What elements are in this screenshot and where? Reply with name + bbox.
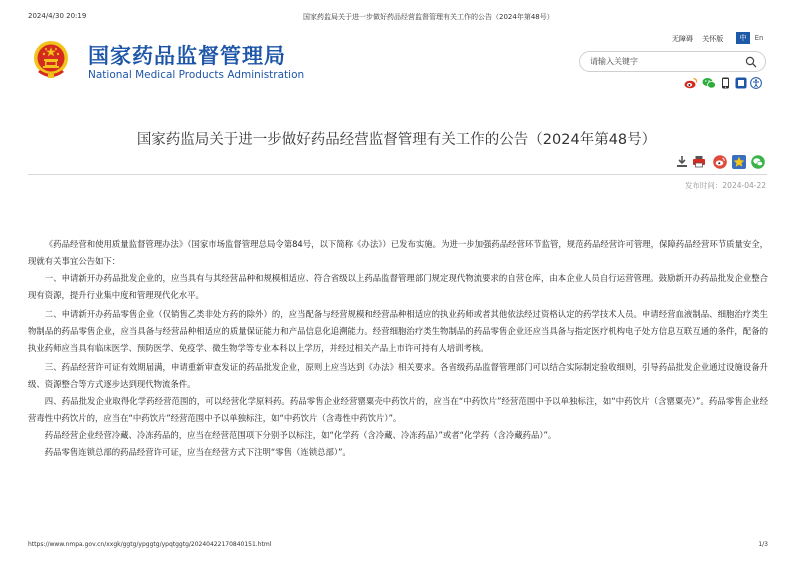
print-icon[interactable]	[692, 155, 706, 168]
lang-english-button[interactable]: En	[754, 34, 764, 42]
national-emblem-icon[interactable]	[32, 38, 70, 82]
print-datetime: 2024/4/30 20:19	[28, 12, 87, 20]
publish-date-value: 2024-04-22	[722, 181, 766, 190]
site-name-cn[interactable]: 国家药品监督管理局	[88, 44, 286, 68]
paragraph-1: 一、申请新开办药品批发企业的，应当具有与其经营品种和规模相适应、符合省级以上药品监督管理部门规定现代物流要求的自营仓库，由本企业人员自行运营管理。鼓励新开办药品批发企业整合现有资源，提升行业集中度和管理现代化水平。	[28, 273, 768, 300]
paragraph-intro: 《药品经营和使用质量监督管理办法》（国家市场监督管理总局令第84号，以下简称《办法》）已发布实施。为进一步加强药品经营环节监管，规范药品经营许可管理，保障药品经营环节质量安全，现就有关事宜公告如下：	[28, 239, 768, 266]
paragraph-6: 药品零售连锁总部的药品经营许可证，应当在经营方式下注明“零售（连锁总部）”。	[44, 447, 351, 457]
favorite-star-icon[interactable]	[732, 155, 746, 169]
site-masthead	[0, 32, 793, 92]
search-icon[interactable]	[745, 56, 757, 68]
accessibility-person-icon[interactable]	[750, 77, 762, 89]
care-mode-link[interactable]: 关怀版	[702, 35, 724, 43]
print-doc-title: 国家药监局关于进一步做好药品经营监督管理有关工作的公告（2024年第48号）	[303, 13, 554, 21]
paragraph-2: 二、申请新开办药品零售企业（仅销售乙类非处方药的除外）的，应当配备与经营规模和经营品种相适应的执业药师或者其他依法经过资格认定的药学技术人员。申请经营血液制品、细胞治疗类生物制品的药品零售企业，应当具备与经营品种相适应的质量保证能力和产品信息化追溯能力。经营细胞治疗类生物制品的药品零售企业还应当具备与指定医疗机构电子处方信息互联互通的条件，配备的执业药师应当具有临床医学、预防医学、免疫学、微生物学等专业本科以上学历，并经过相关产品上市许可持有人培训考核。	[28, 309, 768, 353]
article-title: 国家药监局关于进一步做好药品经营监督管理有关工作的公告（2024年第48号）	[136, 132, 657, 148]
app-icon[interactable]	[735, 77, 747, 89]
title-divider	[28, 174, 767, 175]
paragraph-5: 药品经营企业经营冷藏、冷冻药品的，应当在经营范围项下分别予以标注，如“化学药（含冷藏、冷冻药品）”或者“化学药（含冷藏药品）”。	[44, 430, 557, 440]
download-icon[interactable]	[676, 155, 688, 168]
mobile-icon[interactable]	[721, 77, 730, 89]
print-url: https://www.nmpa.gov.cn/xxgk/ggtg/ypggtg/ypqtggtg/20240422170840151.html	[28, 541, 272, 548]
publish-date-label: 发布时间：	[684, 181, 723, 190]
article-body	[28, 236, 768, 461]
weibo-icon[interactable]	[684, 77, 698, 89]
search-input[interactable]	[590, 55, 740, 68]
wechat-share-icon[interactable]	[751, 155, 765, 169]
wechat-icon[interactable]	[702, 77, 716, 89]
print-header	[0, 12, 793, 26]
lang-chinese-button[interactable]: 中	[736, 32, 750, 44]
publish-date	[685, 180, 766, 191]
paragraph-3: 三、药品经营许可证有效期届满，申请重新审查发证的药品批发企业，原则上应当达到《办法》相关要求。各省级药品监督管理部门可以结合实际制定验收细则，引导药品批发企业通过设施设备升级、资源整合等方式逐步达到现代物流条件。	[28, 362, 768, 389]
site-name-en[interactable]: National Medical Products Administration	[88, 69, 305, 81]
paragraph-4: 四、药品批发企业取得化学药经营范围的，可以经营化学原料药。药品零售企业经营罂粟壳中药饮片的，应当在“中药饮片”经营范围中予以单独标注，如“中药饮片（含罂粟壳）”。药品零售企业经营毒性中药饮片的，应当在“中药饮片”经营范围中予以单独标注，如“中药饮片（含毒性中药饮片）”。	[28, 396, 768, 423]
weibo-share-icon[interactable]	[713, 155, 727, 169]
search-box	[579, 51, 766, 72]
utility-links	[672, 34, 730, 44]
print-page-number: 1/3	[758, 541, 768, 548]
accessibility-link[interactable]: 无障碍	[672, 35, 693, 43]
